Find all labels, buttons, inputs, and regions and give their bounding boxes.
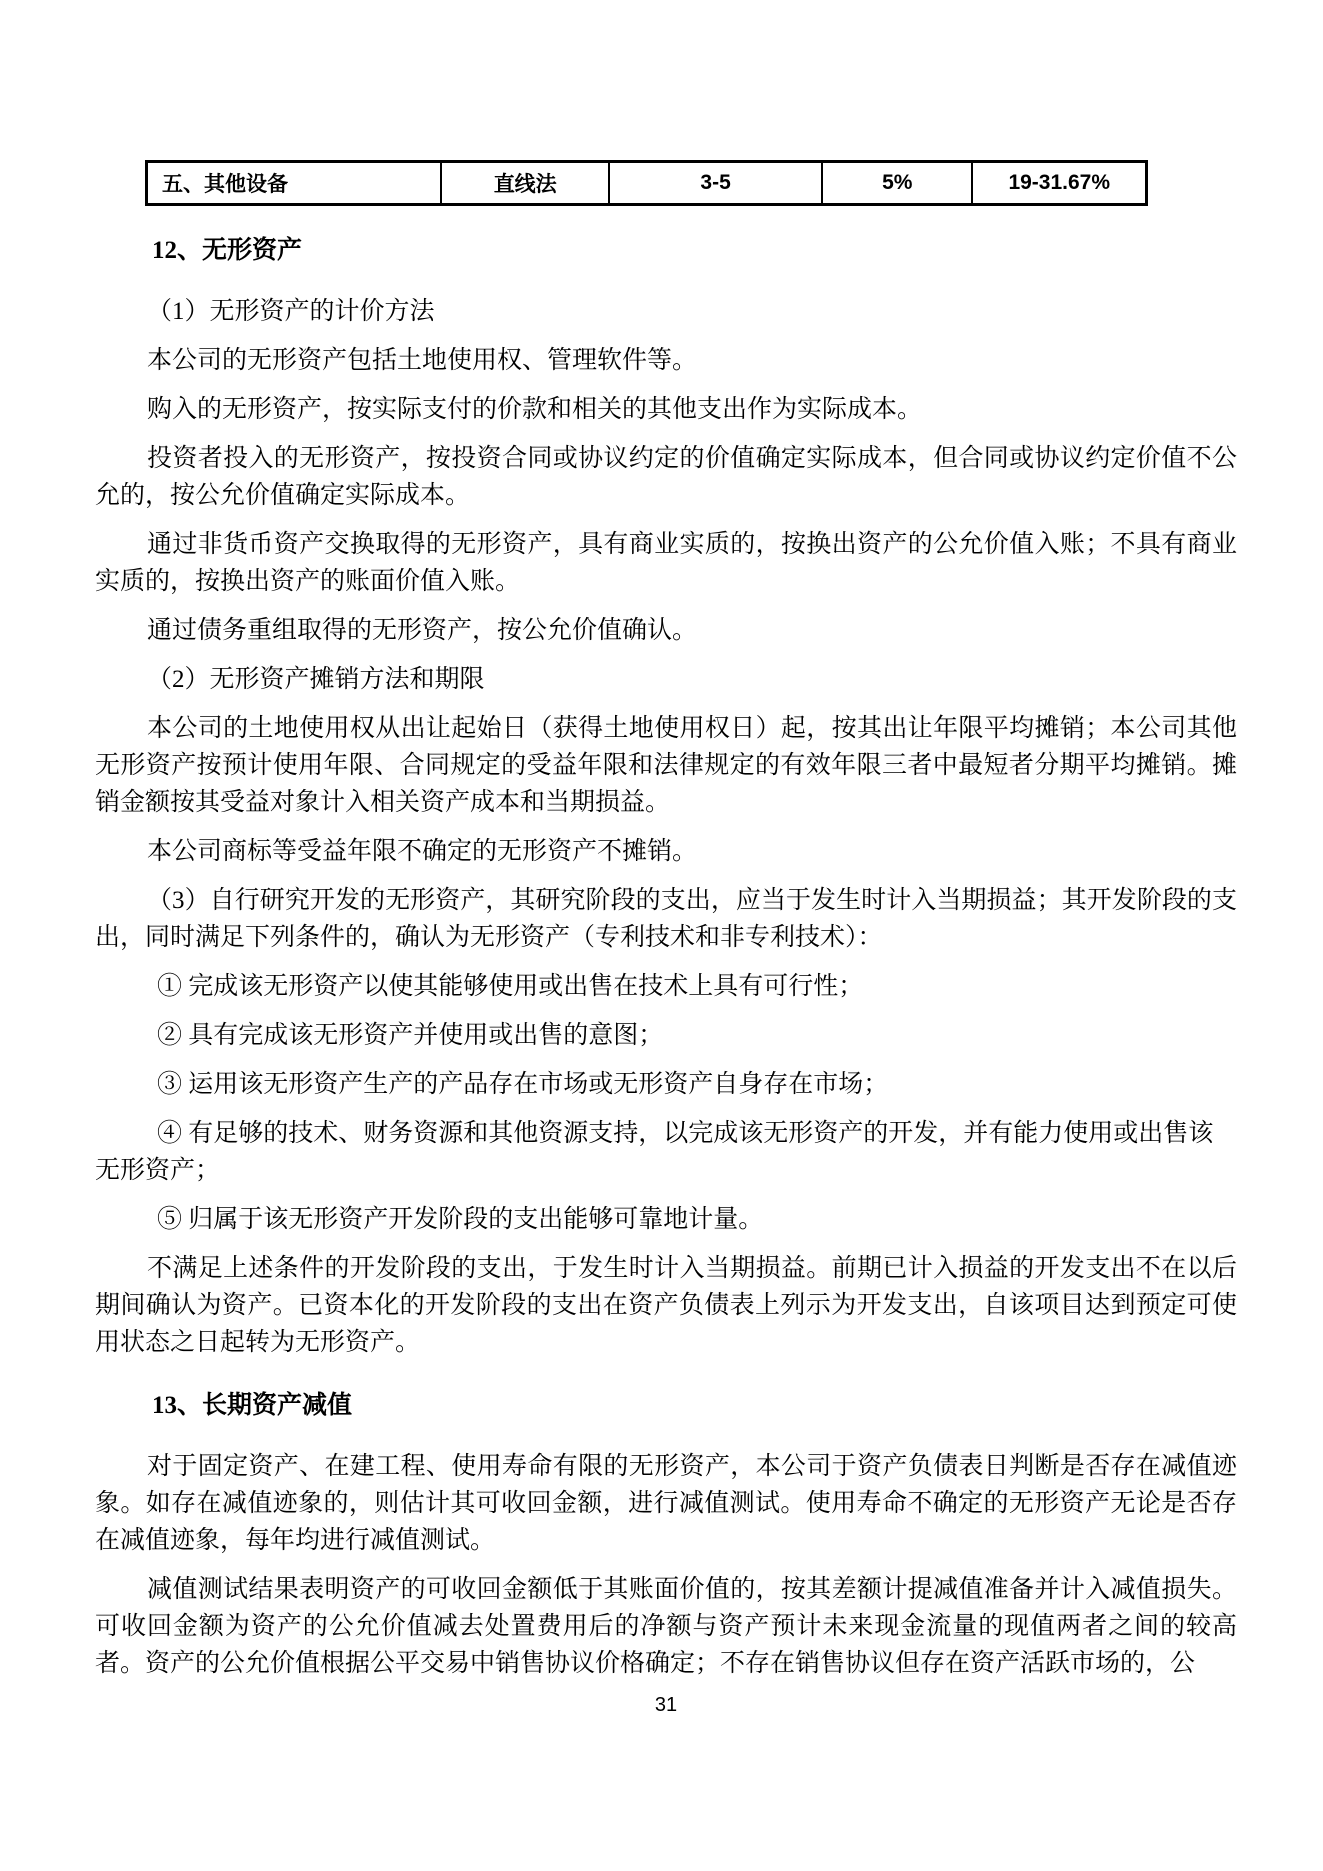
paragraph: 不满足上述条件的开发阶段的支出，于发生时计入当期损益。前期已计入损益的开发支出不在以后期间确认为资产。已资本化的开发阶段的支出在资产负债表上列示为开发支出，自该项目达到预定可使用状态之日起转为无形资产。	[95, 1255, 1237, 1356]
paragraph: 本公司的无形资产包括土地使用权、管理软件等。	[147, 347, 698, 374]
numbered-item: ② 具有完成该无形资产并使用或出售的意图；	[157, 1022, 664, 1049]
paragraph-valuation-method-title: （1）无形资产的计价方法	[147, 298, 435, 325]
paragraph: 本公司的土地使用权从出让起始日（获得土地使用权日）起，按其出让年限平均摊销；本公司其他无形资产按预计使用年限、合同规定的受益年限和法律规定的有效年限三者中最短者分期平均摊销。摊销金额按其受益对象计入相关资产成本和当期损益。	[95, 715, 1237, 816]
cell-annual-depreciation-rate: 19-31.67%	[972, 162, 1146, 205]
paragraph-amortization-title: （2）无形资产摊销方法和期限	[147, 666, 485, 693]
cell-asset-category: 五、其他设备	[147, 162, 442, 205]
paragraph: 通过非货币资产交换取得的无形资产，具有商业实质的，按换出资产的公允价值入账；不具有商业实质的，按换出资产的账面价值入账。	[95, 531, 1237, 595]
cell-residual-rate: 5%	[822, 162, 972, 205]
numbered-item: ③ 运用该无形资产生产的产品存在市场或无形资产自身存在市场；	[157, 1071, 889, 1098]
paragraph: 投资者投入的无形资产，按投资合同或协议约定的价值确定实际成本，但合同或协议约定价值不公允的，按公允价值确定实际成本。	[95, 445, 1237, 509]
paragraph: 购入的无形资产，按实际支付的价款和相关的其他支出作为实际成本。	[147, 396, 923, 423]
paragraph: 本公司商标等受益年限不确定的无形资产不摊销。	[147, 838, 698, 865]
cell-useful-life: 3-5	[609, 162, 822, 205]
table-row	[147, 162, 1147, 205]
paragraph: 减值测试结果表明资产的可收回金额低于其账面价值的，按其差额计提减值准备并计入减值损失。可收回金额为资产的公允价值减去处置费用后的净额与资产预计未来现金流量的现值两者之间的较高者。资产的公允价值根据公平交易中销售协议价格确定；不存在销售协议但存在资产活跃市场的，公	[95, 1576, 1237, 1677]
depreciation-table	[145, 160, 1148, 206]
numbered-item: ① 完成该无形资产以使其能够使用或出售在技术上具有可行性；	[157, 973, 864, 1000]
paragraph-rd-title: （3）自行研究开发的无形资产，其研究阶段的支出，应当于发生时计入当期损益；其开发阶段的支出，同时满足下列条件的，确认为无形资产（专利技术和非专利技术）：	[95, 887, 1237, 951]
numbered-item: ⑤ 归属于该无形资产开发阶段的支出能够可靠地计量。	[157, 1206, 764, 1233]
numbered-item: ④ 有足够的技术、财务资源和其他资源支持，以完成该无形资产的开发，并有能力使用或出售该无形资产；	[95, 1120, 1214, 1184]
cell-depreciation-method: 直线法	[441, 162, 609, 205]
section-heading-long-term-asset-impairment: 13、长期资产减值	[152, 1392, 353, 1419]
paragraph: 通过债务重组取得的无形资产，按公允价值确认。	[147, 617, 698, 644]
paragraph: 对于固定资产、在建工程、使用寿命有限的无形资产，本公司于资产负债表日判断是否存在减值迹象。如存在减值迹象的，则估计其可收回金额，进行减值测试。使用寿命不确定的无形资产无论是否存在减值迹象，每年均进行减值测试。	[95, 1453, 1237, 1554]
page-number: 31	[654, 1694, 678, 1716]
section-heading-intangible-assets: 12、无形资产	[152, 237, 303, 264]
document-content	[95, 160, 1237, 1717]
